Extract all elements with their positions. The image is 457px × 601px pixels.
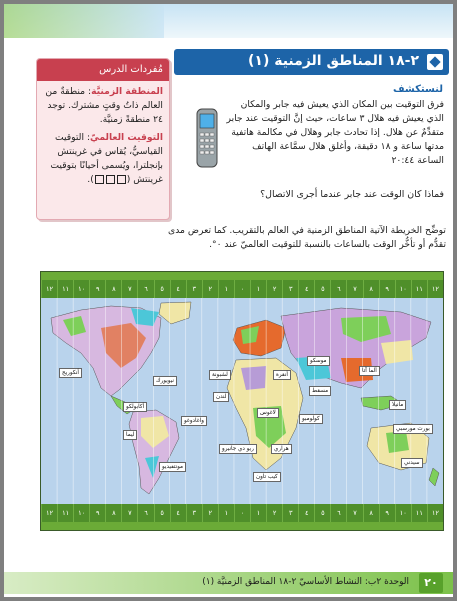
vocab-term: المنطقة الزمنيَّة [91, 86, 163, 97]
time-zone-label: ٠ [234, 280, 250, 298]
time-zone-label: ١٢ [427, 504, 443, 522]
time-zone-label: ١٠ [395, 280, 411, 298]
page-number: ٢٠ [419, 573, 443, 593]
time-zone-label: ٥ [314, 504, 330, 522]
time-zone-label: ٢ [266, 504, 282, 522]
city-label-london: لندن [213, 392, 229, 402]
title-diamond-icon [427, 54, 443, 70]
map-intro-text: توضِّح الخريطة الآتية المناطق الزمنية في العالم بالتقريب. كما تعرض مدى تقدُّم أو تأخُّر الوقت بالساعات بالنسبة للتوقيت العالميّ عند ٠°. [168, 225, 446, 250]
time-zone-label: ٩ [89, 504, 105, 522]
time-zone-label: ١ [250, 504, 266, 522]
blank-box-icon [106, 175, 115, 184]
time-zone-label: ٨ [363, 280, 379, 298]
lesson-title-bar [174, 49, 449, 75]
time-zone-label: ٧ [346, 504, 362, 522]
time-zone-label: ٥ [154, 504, 170, 522]
time-zone-label: ١١ [411, 504, 427, 522]
time-zone-label: ٦ [137, 280, 153, 298]
vocabulary-box [36, 58, 170, 220]
time-zone-label: ٩ [89, 280, 105, 298]
blank-box-icon [117, 175, 126, 184]
time-zone-label: ١١ [411, 280, 427, 298]
time-zone-label: ١٢ [41, 504, 57, 522]
vocab-term: التوقيت العالميّ [90, 132, 163, 143]
time-zone-label: ١ [250, 280, 266, 298]
time-zone-label: ١٠ [73, 280, 89, 298]
time-zone-label: ٥ [314, 280, 330, 298]
time-zone-label: ٨ [105, 504, 121, 522]
time-zone-labels-bottom [41, 504, 443, 522]
map-bottom-strip [41, 522, 443, 530]
city-label-portmoresby: بورت مورسبي [393, 424, 433, 434]
time-zone-label: ٣ [186, 504, 202, 522]
city-label-ouagadougou: واغادوغو [181, 416, 207, 426]
city-label-harare: هراري [271, 444, 292, 454]
time-zone-label: ٤ [170, 280, 186, 298]
city-label-rio: ريو دي جانيرو [219, 444, 257, 454]
vocab-entry-utc [43, 131, 163, 187]
city-label-anchorage: أنكوريج [59, 368, 82, 378]
vocabulary-header: مُفردات الدرس [37, 59, 169, 81]
time-zone-label: ٣ [186, 280, 202, 298]
vocab-entry-time-zone [43, 85, 163, 127]
city-label-montevideo: مونتفيديو [159, 462, 186, 472]
explore-heading: لنستكشف [393, 84, 443, 95]
time-zone-label: ٠ [234, 504, 250, 522]
map-ocean [41, 298, 443, 504]
blank-box-icon [95, 175, 104, 184]
vocab-definition: : منطقةٌ من العالم ذاتُ وقتٍ مشترك. توجد ٢٤ منطقةً زمنيَّة. [45, 86, 163, 125]
city-label-capetown: كيب تاون [253, 472, 281, 482]
time-zone-label: ٢ [202, 504, 218, 522]
time-zone-label: ٧ [121, 504, 137, 522]
time-zone-label: ١ [218, 280, 234, 298]
time-zone-label: ١١ [57, 504, 73, 522]
time-zone-label: ٧ [121, 280, 137, 298]
time-zone-labels-top [41, 280, 443, 298]
time-zone-label: ٦ [137, 504, 153, 522]
city-label-ankara: أنقرة [273, 370, 291, 380]
explore-question: فماذا كان الوقت عند جابر عندما أجرى الاتصال؟ [260, 189, 444, 200]
time-zone-label: ١٠ [395, 504, 411, 522]
time-zone-label: ٨ [363, 504, 379, 522]
city-label-lisbon: لشبونة [209, 370, 231, 380]
world-time-zones-map [40, 271, 444, 531]
city-label-lima: ليما [123, 430, 137, 440]
time-zone-label: ٦ [330, 504, 346, 522]
footer-unit-text: الوحدة ٢ب: النشاط الأساسيّ ٢-١٨ المناطق الزمنيَّة (١) [202, 577, 409, 587]
city-label-acapulco: أكابولكو [123, 402, 147, 412]
city-label-almaty: ألما آتا [359, 366, 380, 376]
time-zone-label: ٤ [298, 504, 314, 522]
time-zone-label: ٩ [379, 504, 395, 522]
world-map-graphic [41, 298, 443, 504]
time-zone-label: ٣ [282, 504, 298, 522]
time-zone-label: ١ [218, 504, 234, 522]
city-label-lagos: لاغوس [257, 408, 279, 418]
lesson-title: ٢-١٨ المناطق الزمنية (١) [248, 53, 419, 69]
vocab-definition: : التوقيت القياسيُّ، يُقاس في غرينتش بإنجلترا، ويُسمى أحيانًا بتوقيت غرينتش ( [50, 132, 163, 185]
time-zone-label: ١٠ [73, 504, 89, 522]
page-footer [4, 572, 453, 594]
time-zone-label: ١٢ [427, 280, 443, 298]
city-label-muscat: مسقط [309, 386, 331, 396]
time-zone-label: ٩ [379, 280, 395, 298]
top-banner [4, 4, 453, 38]
top-ribbon [4, 4, 164, 38]
textbook-page [4, 4, 453, 597]
time-zone-label: ٥ [154, 280, 170, 298]
map-top-strip [41, 272, 443, 280]
time-zone-label: ٦ [330, 280, 346, 298]
explore-text: فرق التوقيت بين المكان الذي يعيش فيه جابر والمكان الذي يعيش فيه هلال ٣ ساعات، حيث إنَّ التوقيت عند جابر متقدِّمٌ عن هلال. إذا تحادث جابر وهلال في مكالمة هاتفية مدتها ساعة و ١٨ دقيقة، وأغلق هلال سمَّاعة الهاتف الساعة ٢٠:٤٤ [226, 99, 444, 166]
city-label-colombo: كولومبو [299, 414, 323, 424]
time-zone-label: ٣ [282, 280, 298, 298]
time-zone-label: ١٢ [41, 280, 57, 298]
time-zone-label: ٢ [202, 280, 218, 298]
mobile-phone-icon [194, 108, 220, 168]
time-zone-label: ٤ [298, 280, 314, 298]
time-zone-label: ٧ [346, 280, 362, 298]
time-zone-label: ٤ [170, 504, 186, 522]
city-label-moscow: موسكو [307, 356, 330, 366]
time-zone-label: ١١ [57, 280, 73, 298]
time-zone-label: ٢ [266, 280, 282, 298]
vocab-definition-end: ). [87, 174, 94, 185]
city-label-sydney: سيدني [401, 458, 423, 468]
time-zone-label: ٨ [105, 280, 121, 298]
city-label-manila: مانيلا [389, 400, 406, 410]
city-label-newyork: نيويورك [153, 376, 177, 386]
